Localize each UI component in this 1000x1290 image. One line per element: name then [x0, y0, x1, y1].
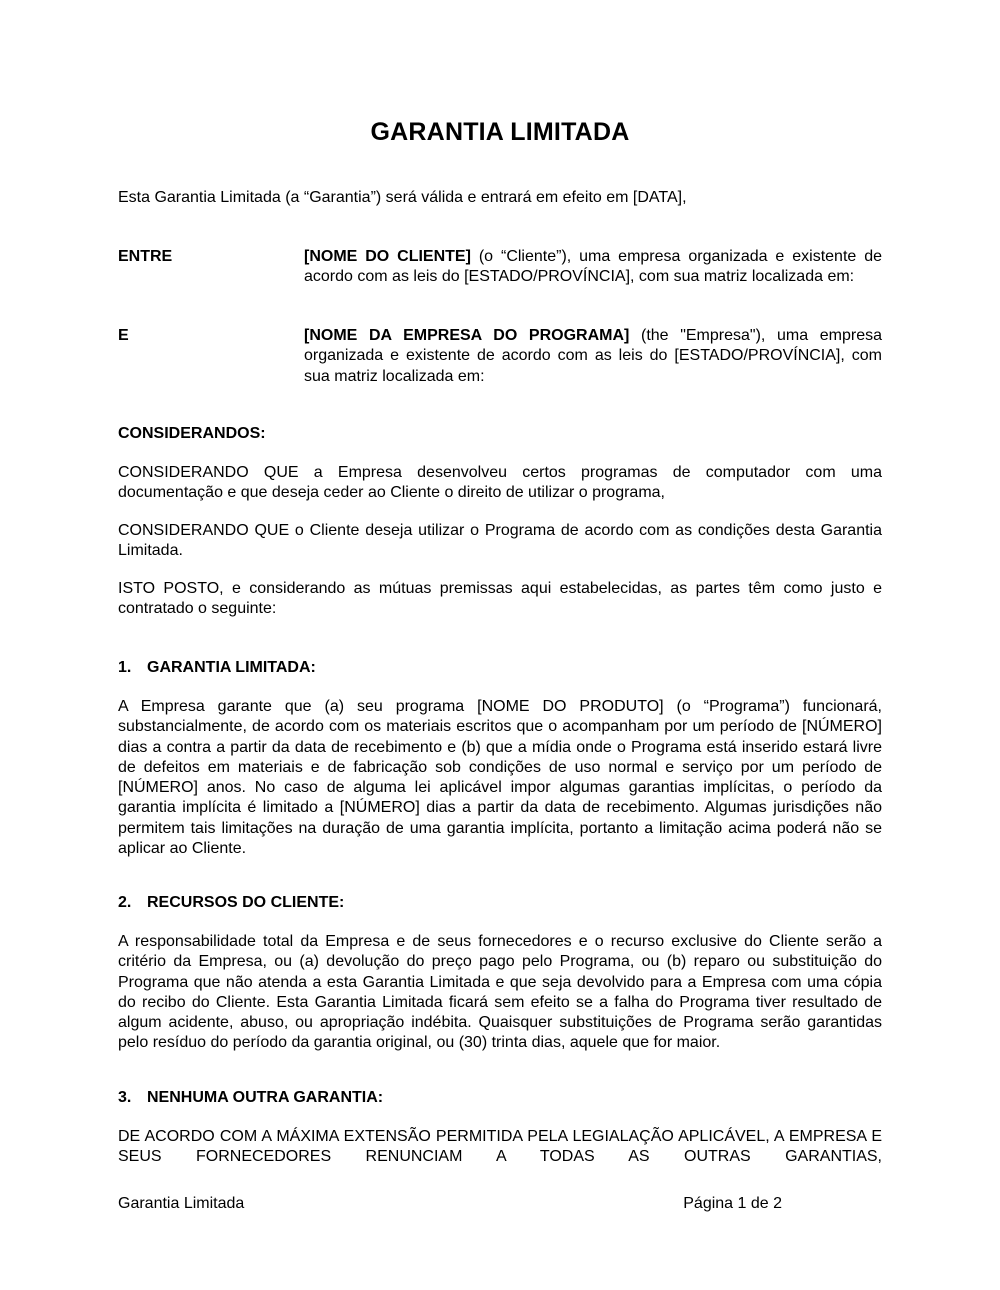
section-heading-1: [118, 658, 882, 678]
document-page: [118, 0, 882, 1290]
party-body-cliente: [304, 247, 882, 288]
section-body-2: A responsabilidade total da Empresa e de seus fornecedores e o recurso exclusive do Cliente serão a critério da Empresa, ou (a) devolução do preço pago pelo Programa, ou (b) reparo ou substituição do Programa que não atenda a esta Garantia Limitada e que seja devolvido para a Empresa com uma cópia do recibo do Cliente. Esta Garantia Limitada ficará sem efeito se a falha do Programa tiver resultado de algum acidente, abuso, ou apropriação indébita. Quaisquer substituições de Programa serão garantidas pelo resíduo do período da garantia original, ou (30) trinta dias, aquele que for maior.: [118, 933, 882, 1052]
party-label-entre: ENTRE: [118, 248, 173, 265]
party-name-cliente: [NOME DO CLIENTE]: [304, 248, 471, 265]
section-number-3: 3.: [118, 1089, 132, 1106]
party-name-empresa: [NOME DA EMPRESA DO PROGRAMA]: [304, 327, 630, 344]
footer-page-number: Página 1 de 2: [683, 1195, 782, 1212]
intro-paragraph: Esta Garantia Limitada (a “Garantia”) será válida e entrará em efeito em [DATA],: [118, 189, 687, 206]
party-text-cliente: (o “Cliente”), uma empresa organizada e existente de acordo com as leis do [ESTADO/PROVÍNCIA], com sua matriz localizada em:: [304, 248, 882, 286]
section-heading-2: [118, 893, 882, 913]
party-label-e: E: [118, 327, 129, 344]
section-number-1: 1.: [118, 659, 132, 676]
section-number-2: 2.: [118, 894, 132, 911]
recital-paragraph-1: CONSIDERANDO QUE a Empresa desenvolveu certos programas de computador com uma documentação e que deseja ceder ao Cliente o direito de utilizar o programa,: [118, 464, 882, 502]
section-body-1: A Empresa garante que (a) seu programa [NOME DO PRODUTO] (o “Programa”) funcionará, substancialmente, de acordo com os materiais escritos que o acompanham por um período de [NÚMERO] dias a contra a partir da data de recebimento e (b) que a mídia onde o Programa está inserido estará livre de defeitos em materiais e de fabricação sob condições de uso normal e serviço por um período de [NÚMERO] anos. No caso de alguma lei aplicável impor algumas garantias implícitas, o período da garantia implícita é limitado a [NÚMERO] dias a partir da data de recebimento. Algumas jurisdições não permitem tais limitações na duração de uma garantia implícita, portanto a limitação acima poderá não se aplicar ao Cliente.: [118, 698, 882, 858]
recital-paragraph-2: CONSIDERANDO QUE o Cliente deseja utilizar o Programa de acordo com as condições desta Garantia Limitada.: [118, 522, 882, 560]
section-title-2: RECURSOS DO CLIENTE:: [147, 894, 345, 911]
party-body-empresa: [304, 326, 882, 387]
party-text-empresa: (the "Empresa"), uma empresa organizada e existente de acordo com as leis do [ESTADO/PROVÍNCIA], com sua matriz localizada em:: [304, 327, 882, 385]
recital-paragraph-3: ISTO POSTO, e considerando as mútuas premissas aqui estabelecidas, as partes têm como justo e contratado o seguinte:: [118, 580, 882, 618]
recitals-heading: CONSIDERANDOS:: [118, 425, 266, 442]
document-title: GARANTIA LIMITADA: [370, 118, 630, 146]
section-title-1: GARANTIA LIMITADA:: [147, 659, 316, 676]
section-heading-3: [118, 1088, 882, 1108]
section-title-3: NENHUMA OUTRA GARANTIA:: [147, 1089, 384, 1106]
page-footer: [118, 1194, 782, 1214]
section-body-3: DE ACORDO COM A MÁXIMA EXTENSÃO PERMITIDA PELA LEGIALAÇÃO APLICÁVEL, A EMPRESA E SEUS FORNECEDORES RENUNCIAM A TODAS AS OUTRAS GARANTIAS,: [118, 1128, 882, 1166]
footer-document-name: Garantia Limitada: [118, 1195, 245, 1212]
